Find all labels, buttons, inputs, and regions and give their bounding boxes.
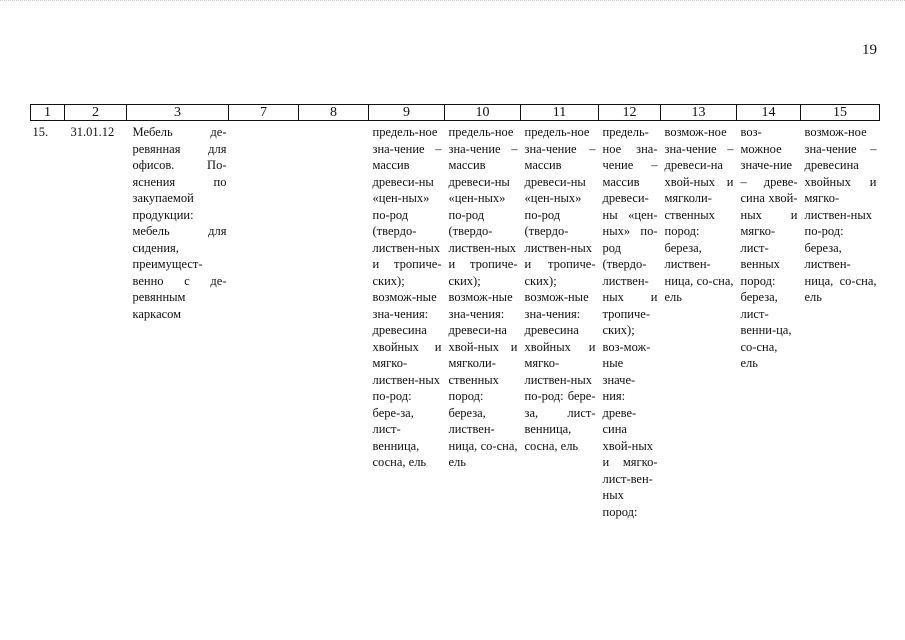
table-row bbox=[31, 121, 880, 521]
column-8-cell bbox=[299, 121, 369, 521]
row-number-cell: 15. bbox=[32, 125, 49, 139]
column-header: 1 bbox=[31, 105, 65, 121]
column-13-cell: возмож-ное зна-чение – древеси-на хвой-ных и мягколи-ственных пород: береза, листвен-ница, со-сна, ель bbox=[664, 125, 734, 304]
column-header: 9 bbox=[369, 105, 445, 121]
okpd-code-cell: 31.01.12 bbox=[70, 125, 115, 139]
column-header: 13 bbox=[661, 105, 737, 121]
requirements-table bbox=[30, 104, 880, 520]
column-14-cell: воз-можное значе-ние – древе-сина хвой-ных и мягко-лист-венных пород: береза, лист-венни-ца, со-сна, ель bbox=[740, 125, 798, 370]
column-7-cell bbox=[229, 121, 299, 521]
column-12-cell: предель-ное зна-чение – массив древеси-ны «цен-ных» по-род (твердо-листвен-ных и тропиче-ских); воз-мож-ные значе-ния: древе-сина хвой-ных и мягко-лист-вен-ных пород: bbox=[602, 125, 658, 519]
column-header: 14 bbox=[737, 105, 801, 121]
product-table bbox=[30, 104, 879, 520]
column-header: 11 bbox=[521, 105, 599, 121]
column-header: 8 bbox=[299, 105, 369, 121]
column-header: 12 bbox=[599, 105, 661, 121]
column-header: 2 bbox=[65, 105, 127, 121]
column-15-cell: возмож-ное зна-чение – древесина хвойных и мягко-листвен-ных по-род: береза, листвен-ница, со-сна, ель bbox=[804, 125, 877, 304]
column-11-cell: предель-ное зна-чение – массив древеси-ны «цен-ных» по-род (твердо-листвен-ных и тропиче-ских); возмож-ные зна-чения: древесина хвойных и мягко-листвен-ных по-род: бере-за, лист-венница, сосна, ель bbox=[524, 125, 596, 453]
table-header-row bbox=[31, 105, 880, 121]
page-number: 19 bbox=[862, 42, 877, 58]
scan-artifact-line bbox=[0, 0, 905, 9]
product-name-cell: Мебель де-ревянная для офисов. По-яснения по закупаемой продукции: мебель для сидения, преимущест-венно с де-ревянным каркасом bbox=[132, 125, 227, 321]
column-header: 3 bbox=[127, 105, 229, 121]
column-9-cell: предель-ное зна-чение – массив древеси-ны «цен-ных» по-род (твердо-листвен-ных и тропиче-ских); возмож-ные зна-чения: древесина хвойных и мягко-листвен-ных по-род: бере-за, лист-венница, сосна, ель bbox=[372, 125, 442, 469]
column-header: 7 bbox=[229, 105, 299, 121]
column-header: 15 bbox=[801, 105, 880, 121]
column-header: 10 bbox=[445, 105, 521, 121]
column-10-cell: предель-ное зна-чение – массив древеси-ны «цен-ных» по-род (твердо-листвен-ных и тропиче-ских); возмож-ные зна-чения: древеси-на хвой-ных и мягколи-ственных пород: береза, листвен-ница, со-сна, ель bbox=[448, 125, 518, 469]
